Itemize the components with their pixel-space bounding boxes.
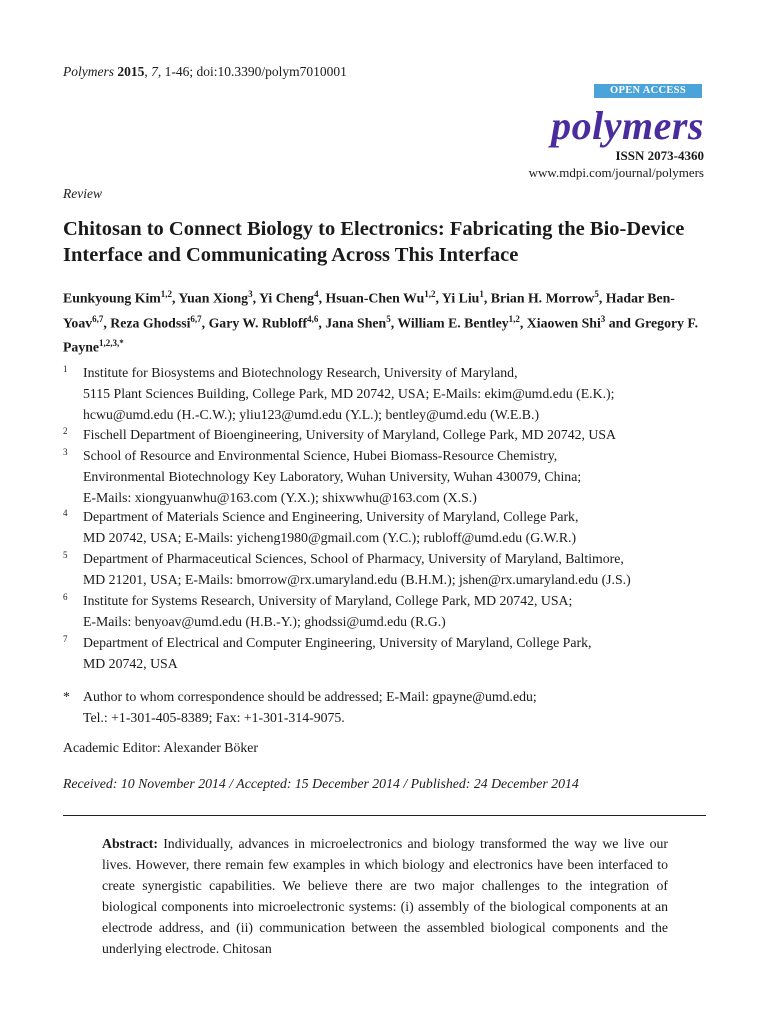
affiliation-number: 3	[63, 447, 68, 457]
author-list: Eunkyoung Kim$^{1,2}$, Yuan Xiong$^3$, Yi Cheng$^4$, Hsuan-Chen Wu$^{1,2}$, Yi Liu$^1$, Brian H. Morrow$^5$, Hadar Ben-Yoav$^{6,7}$, Reza Ghodssi$^{6,7}$, Gary W. Rubloff$^{4,6}$, Jana Shen$^5$, William E. Bentley$^{1,2}$, Xiaowen Shi$^3$ and Gregory F. Payne$^{1,2,3,*}$	[63, 289, 699, 355]
author: Hsuan-Chen Wu	[325, 290, 425, 306]
affiliation-line: Department of Pharmaceutical Sciences, School of Pharmacy, University of Maryland, Baltimore,	[83, 551, 624, 566]
affiliation	[63, 632, 713, 674]
affiliation-line: MD 20742, USA	[83, 656, 178, 671]
paper-title: Chitosan to Connect Biology to Electronics: Fabricating the Bio-Device Interface and Communicating Across This Interface	[63, 218, 685, 266]
author-affiliation-marker: 4	[314, 289, 319, 299]
author: Brian H. Morrow	[490, 290, 595, 306]
citation-year: 2015	[117, 64, 145, 79]
author-affiliation-marker: 4,6	[307, 313, 319, 324]
abstract	[102, 833, 668, 959]
affiliation-line: Department of Materials Science and Engineering, University of Maryland, College Park,	[83, 509, 579, 524]
citation-line: Polymers 2015, 7, 1-46; doi:10.3390/polym7010001	[63, 64, 347, 79]
affiliation	[63, 506, 713, 548]
author-affiliation-marker: 3	[248, 289, 253, 299]
article-type: Review	[63, 186, 102, 201]
journal-url[interactable]: www.mdpi.com/journal/polymers	[528, 165, 704, 180]
citation-volume: 7	[151, 64, 158, 79]
author-affiliation-marker: 5	[386, 313, 391, 324]
author-affiliation-marker: 1,2	[424, 289, 436, 299]
author-affiliation-marker: 5	[594, 289, 599, 299]
affiliation-line: 5115 Plant Sciences Building, College Park, MD 20742, USA; E-Mails: ekim@umd.edu (E.K.);	[83, 386, 615, 401]
abstract-text: Individually, advances in microelectronics and biology transformed the way we live our lives. However, there remain few examples in which biology and electronics have been interfaced to create synergistic capabilities. We believe there are two major challenges to the integration of biological components into microelectronic systems: (i) assembly of the biological components at an electrode address, and (ii) communication between the assembled biological components and the underlying electrode. Chitosan	[102, 836, 668, 956]
affiliation-number: 2	[63, 426, 68, 436]
author-affiliation-marker: 1,2	[508, 313, 520, 324]
correspondence-mark: *	[63, 689, 70, 704]
affiliation-line: School of Resource and Environmental Science, Hubei Biomass-Resource Chemistry,	[83, 448, 558, 463]
affiliation	[63, 362, 713, 425]
affiliation	[63, 548, 713, 590]
affiliation-number: 1	[63, 364, 68, 374]
affiliation-line: E-Mails: benyoav@umd.edu (H.B.-Y.); ghodssi@umd.edu (R.G.)	[83, 614, 446, 629]
author-affiliation-marker: 1,2,3,*	[99, 338, 124, 349]
affiliation-line: MD 20742, USA; E-Mails: yicheng1980@gmail.com (Y.C.); rubloff@umd.edu (G.W.R.)	[83, 530, 577, 545]
affiliation	[63, 424, 713, 445]
author: William E. Bentley	[397, 315, 509, 331]
author: Jana Shen	[325, 315, 387, 331]
author-affiliation-marker: 6,7	[92, 313, 104, 324]
affiliation	[63, 445, 713, 508]
author-affiliation-marker: 3	[600, 313, 606, 324]
affiliation	[63, 590, 713, 632]
author: Yuan Xiong	[178, 290, 249, 306]
author: Xiaowen Shi	[526, 315, 601, 331]
author: Yi Liu	[441, 290, 480, 306]
affiliation-line: Institute for Biosystems and Biotechnology Research, University of Maryland,	[83, 365, 518, 380]
correspondence-line: Author to whom correspondence should be addressed; E-Mail: gpayne@umd.edu;	[83, 689, 537, 704]
citation-rest: , 1-46; doi:10.3390/polym7010001	[157, 64, 347, 79]
correspondence-line: Tel.: +1-301-405-8389; Fax: +1-301-314-9075.	[83, 710, 345, 725]
affiliation-number: 4	[63, 508, 68, 518]
author-affiliation-marker: 6,7	[190, 313, 202, 324]
journal-logo: polymers	[551, 103, 704, 148]
affiliation-number: 7	[63, 634, 68, 644]
author-affiliation-marker: 1,2	[160, 289, 173, 299]
issn: ISSN 2073-4360	[615, 148, 704, 163]
affiliation-line: E-Mails: xiongyuanwhu@163.com (Y.X.); shixwwhu@163.com (X.S.)	[83, 490, 477, 505]
author: Gary W. Rubloff	[208, 315, 308, 331]
author: Yi Cheng	[258, 290, 315, 306]
open-access-badge: OPEN ACCESS	[594, 84, 702, 98]
author: Gregory F. Payne	[63, 315, 699, 355]
affiliation-line: Department of Electrical and Computer Engineering, University of Maryland, College Park,	[83, 635, 592, 650]
correspondence	[63, 686, 713, 728]
affiliation-number: 6	[63, 592, 68, 602]
citation-journal: Polymers	[63, 64, 114, 79]
publication-dates: Received: 10 November 2014 / Accepted: 15 December 2014 / Published: 24 December 2014	[63, 776, 579, 791]
affiliation-line: hcwu@umd.edu (H.-C.W.); yliu123@umd.edu (Y.L.); bentley@umd.edu (W.E.B.)	[83, 407, 540, 422]
affiliation-line: Fischell Department of Bioengineering, University of Maryland, College Park, MD 20742, USA	[83, 427, 617, 442]
affiliation-line: Environmental Biotechnology Key Laboratory, Wuhan University, Wuhan 430079, China;	[83, 469, 582, 484]
affiliation-line: MD 21201, USA; E-Mails: bmorrow@rx.umaryland.edu (B.H.M.); jshen@rx.umaryland.edu (J.S.)	[83, 572, 631, 587]
academic-editor: Academic Editor: Alexander Böker	[63, 740, 259, 755]
author-affiliation-marker: 1	[479, 289, 484, 299]
author: Hadar Ben-Yoav	[63, 290, 675, 331]
author: Reza Ghodssi	[110, 315, 191, 331]
section-divider	[63, 815, 706, 816]
affiliation-line: Institute for Systems Research, University of Maryland, College Park, MD 20742, USA;	[83, 593, 573, 608]
abstract-heading: Abstract:	[102, 836, 158, 851]
affiliation-number: 5	[63, 550, 68, 560]
author: Eunkyoung Kim	[63, 290, 161, 306]
